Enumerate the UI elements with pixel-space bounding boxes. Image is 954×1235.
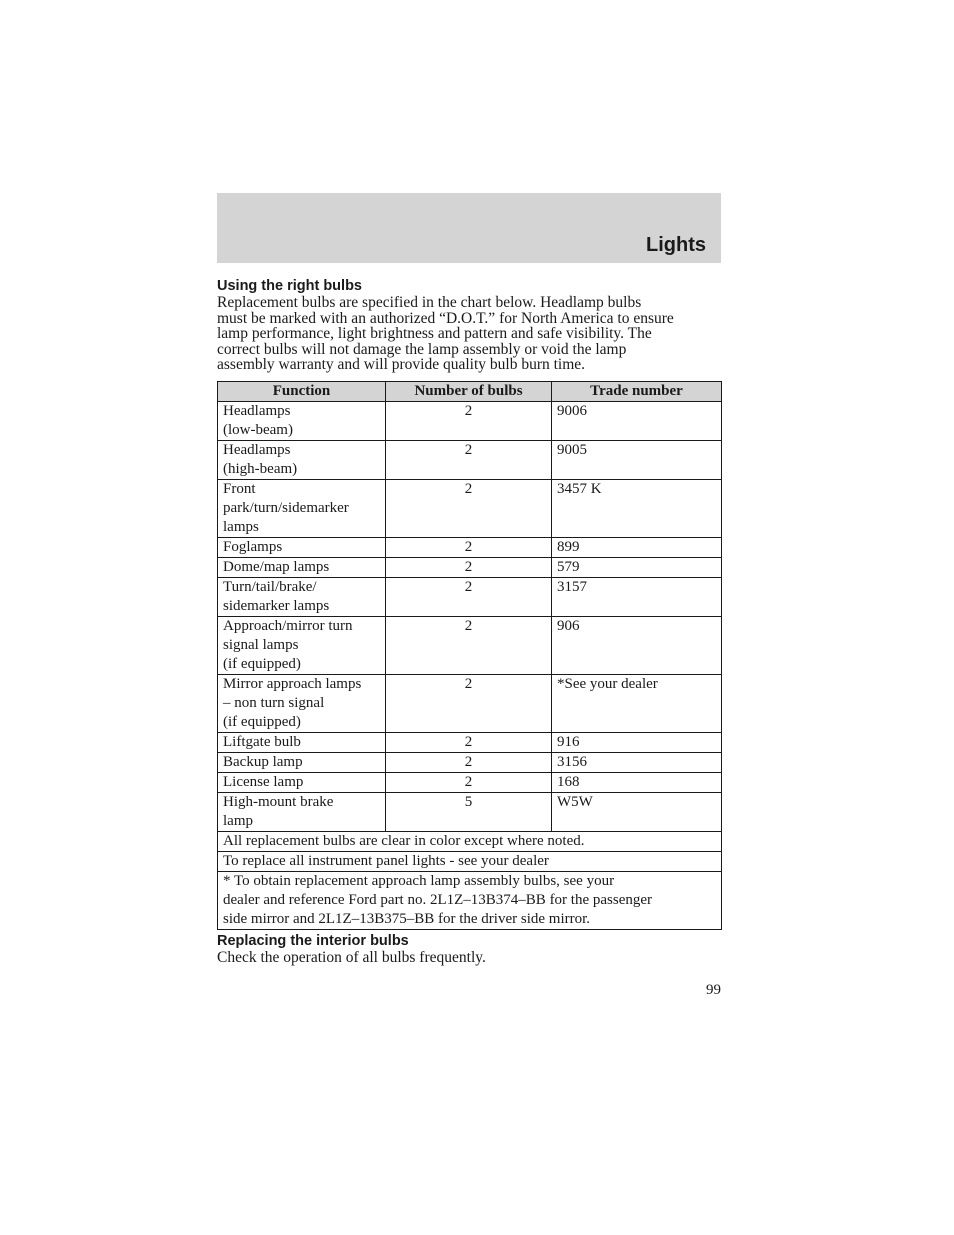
intro-line: must be marked with an authorized “D.O.T.” for North America to ensure: [217, 309, 674, 327]
column-header: Function: [218, 381, 386, 401]
function-line: (low-beam): [223, 421, 293, 438]
note-line: All replacement bulbs are clear in color except where noted.: [223, 832, 585, 849]
function-cell: [218, 772, 386, 792]
function-line: High-mount brake: [223, 793, 334, 810]
table-row: [218, 557, 722, 577]
section-header-band: [217, 193, 721, 263]
bulb-spec-table: [217, 381, 722, 930]
bulb-count-cell: 2: [386, 616, 552, 674]
column-header: Trade number: [552, 381, 722, 401]
note-line: side mirror and 2L1Z–13B375–BB for the driver side mirror.: [223, 910, 591, 927]
trade-number-cell: W5W: [552, 792, 722, 831]
table-note-row: [218, 851, 722, 871]
trade-number-cell: *See your dealer: [552, 674, 722, 732]
function-line: Backup lamp: [223, 753, 303, 770]
table-row: [218, 537, 722, 557]
function-line: sidemarker lamps: [223, 597, 330, 614]
function-line: License lamp: [223, 773, 304, 790]
table-row: [218, 732, 722, 752]
table-row: [218, 616, 722, 674]
interior-paragraph: Check the operation of all bulbs frequently.: [217, 948, 486, 966]
trade-number-cell: 906: [552, 616, 722, 674]
bulb-count-cell: 2: [386, 772, 552, 792]
function-cell: [218, 537, 386, 557]
bulb-count-cell: 2: [386, 479, 552, 537]
table-row: [218, 401, 722, 440]
function-cell: [218, 792, 386, 831]
table-row: [218, 772, 722, 792]
function-cell: [218, 752, 386, 772]
trade-number-cell: 916: [552, 732, 722, 752]
function-cell: [218, 557, 386, 577]
table-row: [218, 792, 722, 831]
note-cell: [218, 851, 722, 871]
bulb-count-cell: 2: [386, 401, 552, 440]
trade-number-cell: 899: [552, 537, 722, 557]
function-line: Mirror approach lamps: [223, 675, 362, 692]
table-note-row: [218, 831, 722, 851]
function-line: signal lamps: [223, 636, 299, 653]
note-line: dealer and reference Ford part no. 2L1Z–13B374–BB for the passenger: [223, 891, 653, 908]
bulb-count-cell: 2: [386, 752, 552, 772]
bulb-count-cell: 2: [386, 732, 552, 752]
function-cell: [218, 732, 386, 752]
trade-number-cell: 168: [552, 772, 722, 792]
function-cell: [218, 479, 386, 537]
bulb-count-cell: 2: [386, 577, 552, 616]
function-line: Front: [223, 480, 256, 497]
heading-replacing-interior-bulbs: Replacing the interior bulbs: [217, 932, 409, 949]
intro-line: assembly warranty and will provide quality bulb burn time.: [217, 356, 586, 373]
intro-line: Replacement bulbs are specified in the chart below. Headlamp bulbs: [217, 294, 642, 311]
page-number: 99: [706, 982, 721, 998]
bulb-count-cell: 2: [386, 557, 552, 577]
function-line: Turn/tail/brake/: [223, 578, 317, 595]
intro-paragraph: [217, 295, 721, 373]
intro-line: lamp performance, light brightness and pattern and safe visibility. The: [217, 325, 652, 342]
function-line: Foglamps: [223, 538, 283, 555]
function-line: Headlamps: [223, 441, 291, 458]
function-line: lamps: [223, 518, 259, 535]
heading-using-right-bulbs: Using the right bulbs: [217, 278, 362, 294]
intro-line: correct bulbs will not damage the lamp assembly or void the lamp: [217, 340, 627, 358]
trade-number-cell: 3457 K: [552, 479, 722, 537]
function-line: (if equipped): [223, 713, 301, 730]
trade-number-cell: 3157: [552, 577, 722, 616]
function-cell: [218, 440, 386, 479]
table-header-row: [218, 381, 722, 401]
table-row: [218, 479, 722, 537]
function-line: Dome/map lamps: [223, 558, 330, 575]
table-row: [218, 440, 722, 479]
function-line: park/turn/sidemarker: [223, 499, 349, 516]
page-content: [217, 277, 721, 965]
trade-number-cell: 9006: [552, 401, 722, 440]
trade-number-cell: 579: [552, 557, 722, 577]
function-line: Liftgate bulb: [223, 733, 301, 750]
function-cell: [218, 674, 386, 732]
table-note-row: [218, 871, 722, 929]
function-line: (high-beam): [223, 460, 298, 477]
note-cell: [218, 871, 722, 929]
function-line: (if equipped): [223, 655, 301, 672]
function-cell: [218, 401, 386, 440]
table-row: [218, 752, 722, 772]
note-line: * To obtain replacement approach lamp assembly bulbs, see your: [223, 872, 615, 889]
column-header: Number of bulbs: [386, 381, 552, 401]
bulb-count-cell: 2: [386, 440, 552, 479]
table-row: [218, 674, 722, 732]
bulb-count-cell: 2: [386, 537, 552, 557]
bulb-count-cell: 2: [386, 674, 552, 732]
bulb-count-cell: 5: [386, 792, 552, 831]
function-line: Headlamps: [223, 402, 291, 419]
trade-number-cell: 9005: [552, 440, 722, 479]
function-line: Approach/mirror turn: [223, 617, 353, 634]
section-title: Lights: [646, 234, 706, 256]
trade-number-cell: 3156: [552, 752, 722, 772]
note-cell: [218, 831, 722, 851]
function-line: – non turn signal: [223, 694, 325, 711]
table-row: [218, 577, 722, 616]
function-cell: [218, 616, 386, 674]
function-cell: [218, 577, 386, 616]
function-line: lamp: [223, 812, 253, 829]
note-line: To replace all instrument panel lights - see your dealer: [223, 852, 549, 869]
